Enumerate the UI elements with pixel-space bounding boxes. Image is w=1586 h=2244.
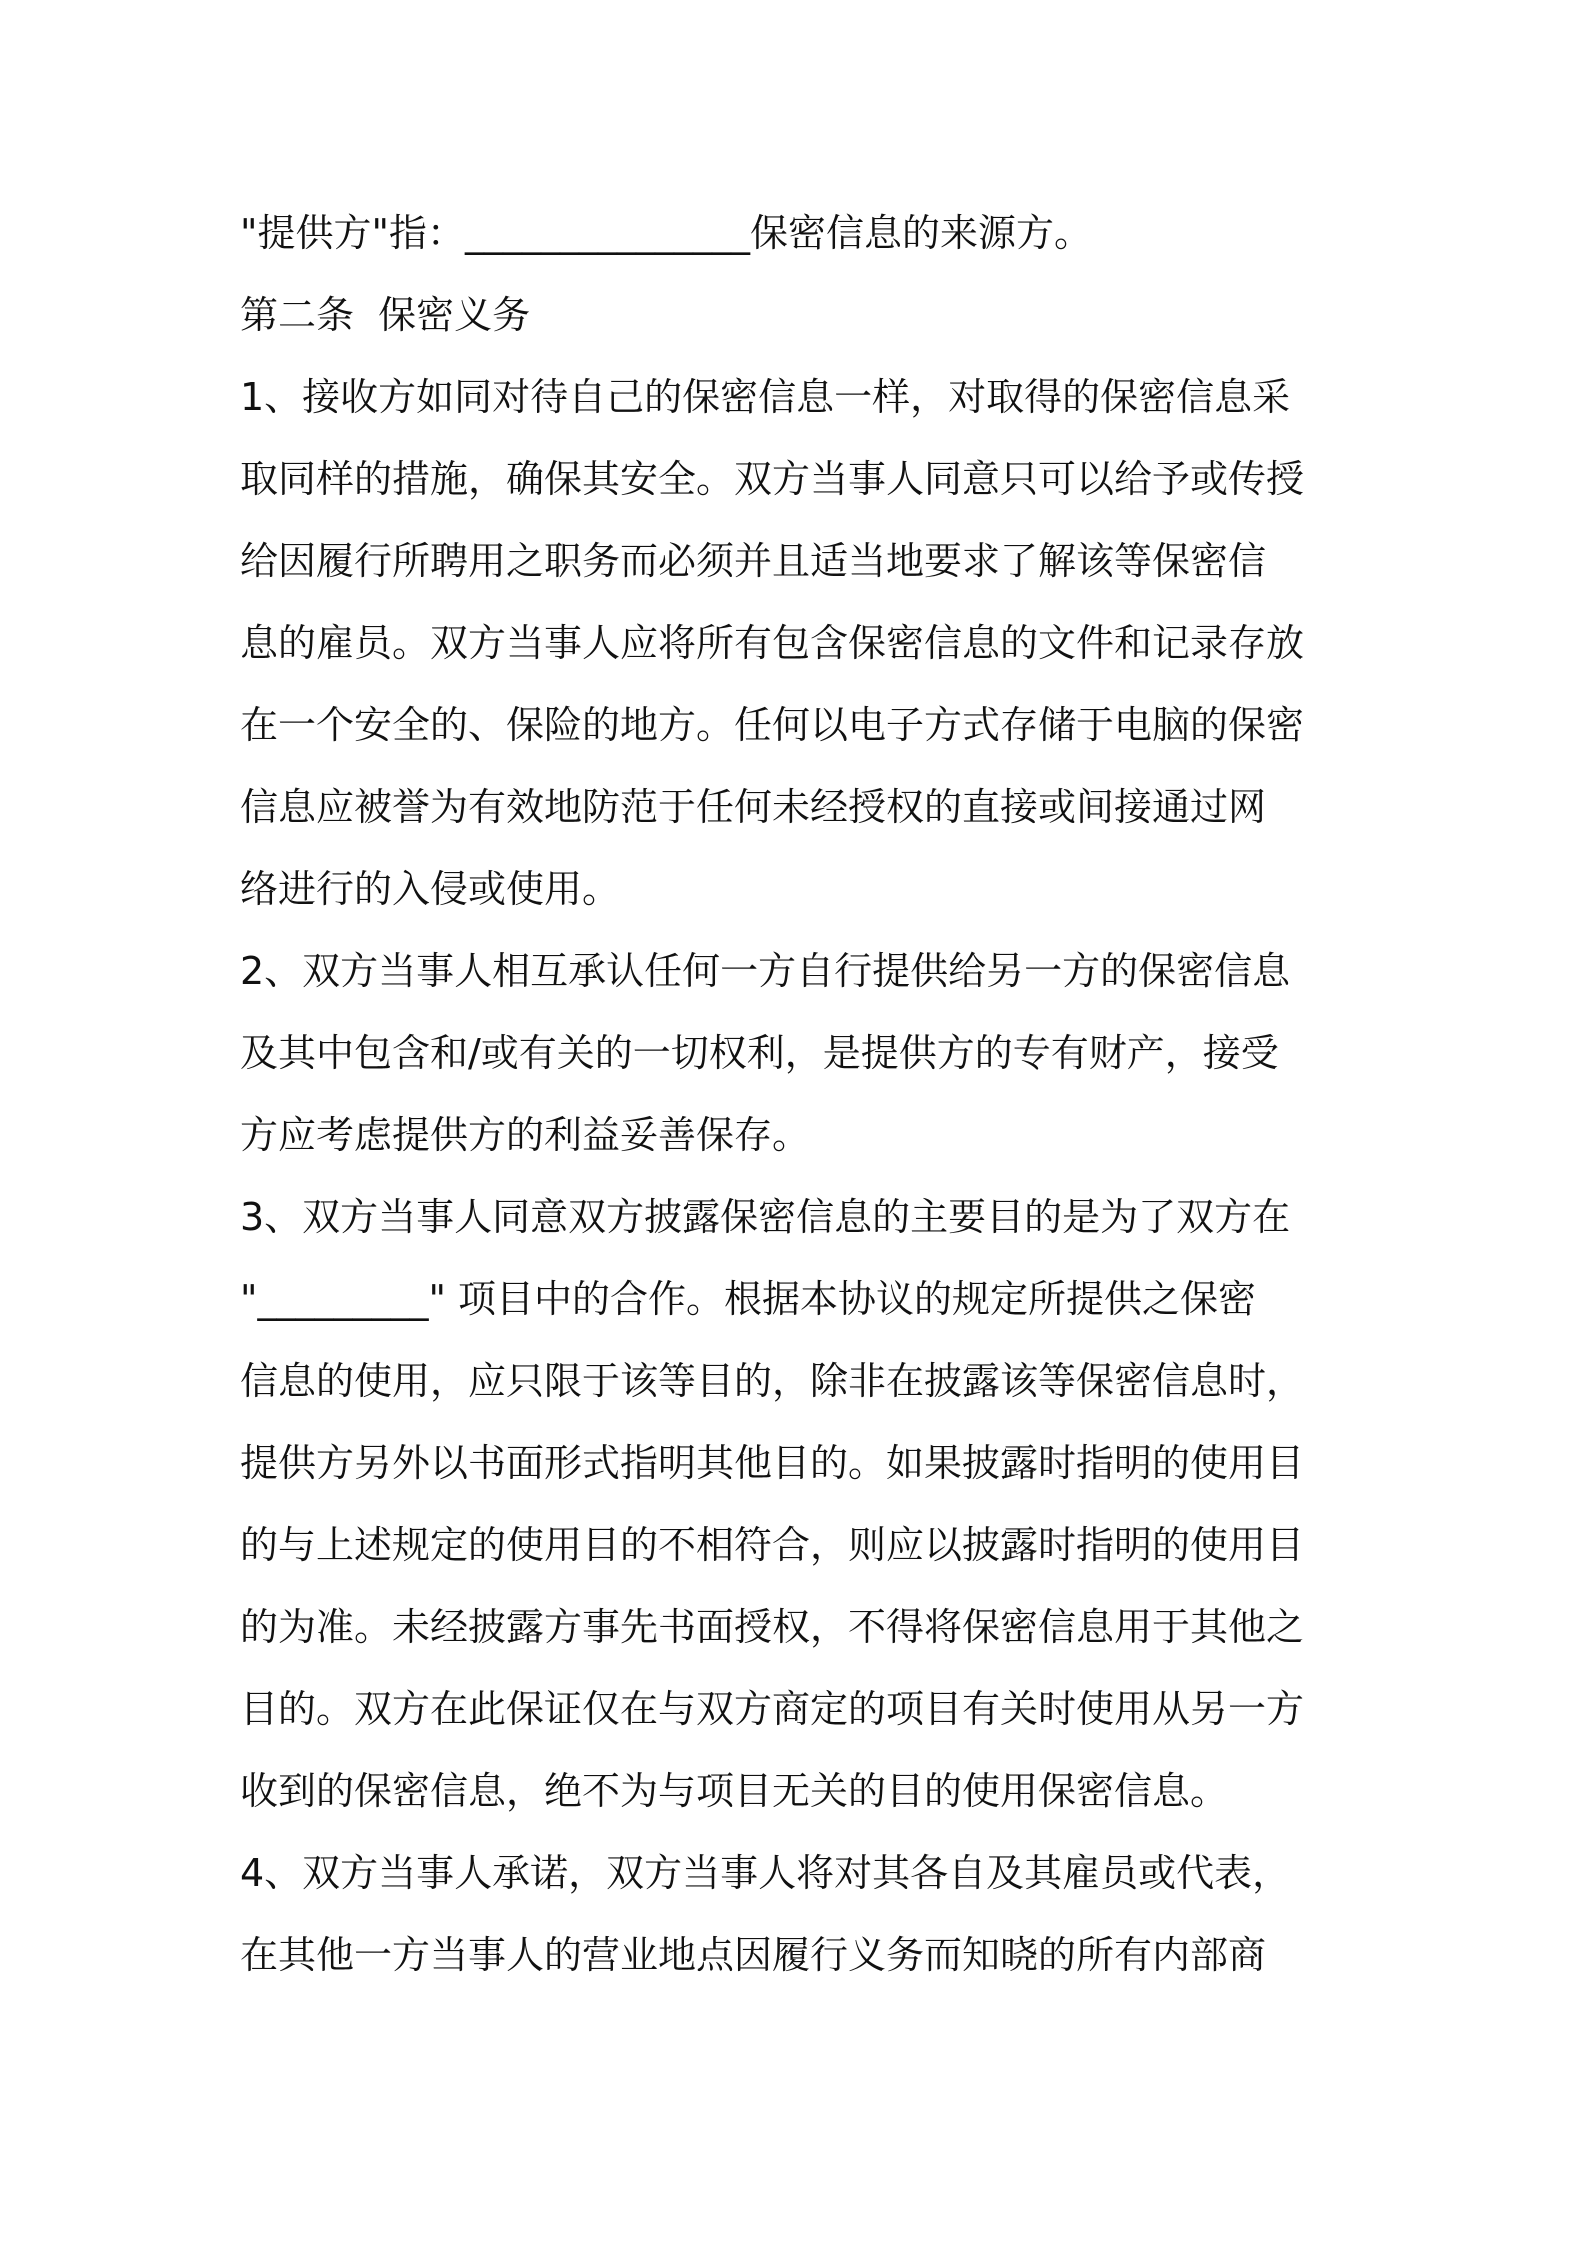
clause-3-line: "_________" 项目中的合作。根据本协议的规定所提供之保密 <box>240 1277 1257 1321</box>
clause-1-line: 给因履行所聘用之职务而必须并且适当地要求了解该等保密信 <box>240 539 1267 583</box>
document-body <box>240 192 1350 1996</box>
clause-3-line: 的为准。未经披露方事先书面授权，不得将保密信息用于其他之 <box>240 1605 1305 1649</box>
clause-1-line: 络进行的入侵或使用。 <box>240 867 621 911</box>
clause-3-line: 的与上述规定的使用目的不相符合，则应以披露时指明的使用目 <box>240 1523 1305 1567</box>
clause-1-line: 在一个安全的、保险的地方。任何以电子方式存储于电脑的保密 <box>240 703 1305 747</box>
clause-3-line: 收到的保密信息，绝不为与项目无关的目的使用保密信息。 <box>240 1769 1229 1813</box>
clause-3-line: 目的。双方在此保证仅在与双方商定的项目有关时使用从另一方 <box>240 1687 1305 1731</box>
clause-2-line: 及其中包含和/或有关的一切权利，是提供方的专有财产，接受 <box>240 1031 1279 1075</box>
clause-1-line: 息的雇员。双方当事人应将所有包含保密信息的文件和记录存放 <box>240 621 1305 665</box>
provider-definition-line: "提供方"指：_______________保密信息的来源方。 <box>240 211 1092 255</box>
clause-4-line: 4、双方当事人承诺，双方当事人将对其各自及其雇员或代表， <box>240 1851 1291 1895</box>
clause-2-line: 方应考虑提供方的利益妥善保存。 <box>240 1113 811 1157</box>
clause-2-line: 2、双方当事人相互承认任何一方自行提供给另一方的保密信息 <box>240 949 1291 993</box>
clause-1-line: 1、接收方如同对待自己的保密信息一样，对取得的保密信息采 <box>240 375 1291 419</box>
clause-3-line: 3、双方当事人同意双方披露保密信息的主要目的是为了双方在 <box>240 1195 1291 1239</box>
clause-1-line: 取同样的措施，确保其安全。双方当事人同意只可以给予或传授 <box>240 457 1305 501</box>
clause-3-line: 提供方另外以书面形式指明其他目的。如果披露时指明的使用目 <box>240 1441 1305 1485</box>
clause-4-line: 在其他一方当事人的营业地点因履行义务而知晓的所有内部商 <box>240 1933 1267 1977</box>
clause-1-line: 信息应被誉为有效地防范于任何未经授权的直接或间接通过网 <box>240 785 1267 829</box>
clause-3-line: 信息的使用，应只限于该等目的，除非在披露该等保密信息时， <box>240 1359 1305 1403</box>
article-2-heading: 第二条 保密义务 <box>240 293 531 337</box>
